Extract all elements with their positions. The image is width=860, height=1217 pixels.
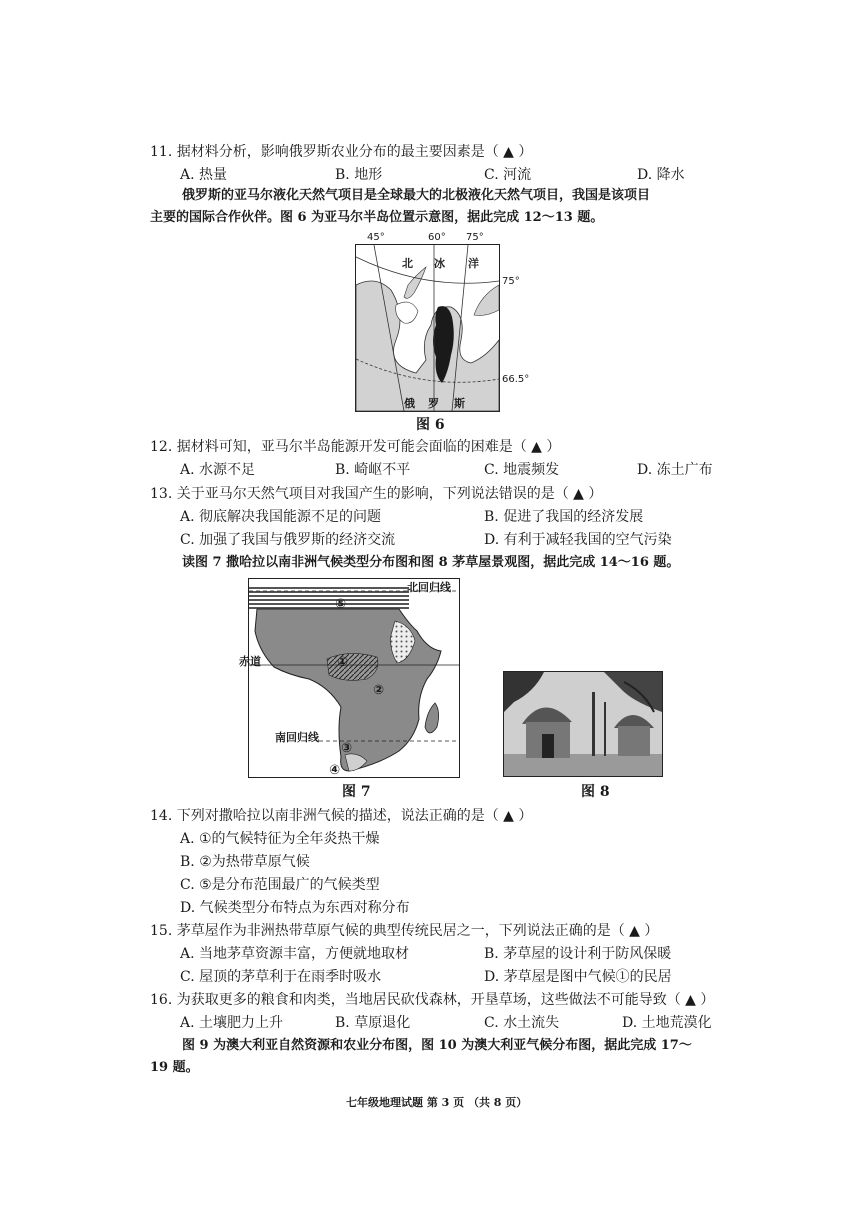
q13-stem: 13. 关于亚马尔天然气项目对我国产生的影响，下列说法错误的是（ ▲ ） xyxy=(150,486,603,502)
q12-option-a: A. 水源不足 xyxy=(180,462,256,478)
q13-option-d: D. 有利于减轻我国的空气污染 xyxy=(484,532,672,548)
fig7-marker-5: ⑤ xyxy=(335,597,347,612)
intro-12-13-line1: 俄罗斯的亚马尔液化天然气项目是全球最大的北极液化天然气项目，我国是该项目 xyxy=(182,188,651,203)
q11-option-c: C. 河流 xyxy=(484,167,532,183)
q15-option-d: D. 茅草屋是图中气候①的民居 xyxy=(484,969,672,985)
fig7-marker-2: ② xyxy=(373,683,385,698)
fig6-ocean-char1: 北 xyxy=(402,257,413,270)
q13-option-a: A. 彻底解决我国能源不足的问题 xyxy=(180,509,382,525)
q16-stem: 16. 为获取更多的粮食和肉类，当地居民砍伐森林，开垦草场，这些做法不可能导致（ ▲ ） xyxy=(150,992,715,1008)
fig6-ocean-char2: 冰 xyxy=(434,257,445,270)
fig6-country-char3: 斯 xyxy=(454,397,465,410)
fig6-country-char2: 罗 xyxy=(428,397,439,410)
q12-option-d: D. 冻土广布 xyxy=(637,462,713,478)
fig7-caption: 图 7 xyxy=(342,784,371,800)
fig7-madagascar xyxy=(425,703,439,733)
q16-option-c: C. 水土流失 xyxy=(484,1015,560,1031)
fig8-caption: 图 8 xyxy=(581,784,610,800)
fig8-svg xyxy=(504,672,662,776)
q15-option-a: A. 当地茅草资源丰富，方便就地取材 xyxy=(180,946,410,962)
fig6-landmass xyxy=(356,281,499,411)
fig7-equator-label: 赤道 xyxy=(239,655,261,668)
q14-option-d: D. 气候类型分布特点为东西对称分布 xyxy=(180,900,410,916)
q16-option-d: D. 土地荒漠化 xyxy=(622,1015,712,1031)
fig6-lon-75: 75° xyxy=(466,232,484,243)
q14-option-b: B. ②为热带草原气候 xyxy=(180,854,310,870)
q11-option-b: B. 地形 xyxy=(335,167,383,183)
fig7-tropic-s-label: 南回归线 xyxy=(275,731,319,744)
fig7-marker-4: ④ xyxy=(329,763,341,778)
fig6-country-char1: 俄 xyxy=(404,397,415,410)
q15-option-b: B. 茅草屋的设计利于防风保暖 xyxy=(484,946,672,962)
page-footer: 七年级地理试题 第 3 页 （共 8 页） xyxy=(346,1096,528,1109)
fig7-marker-3: ③ xyxy=(341,741,353,756)
fig7-svg xyxy=(249,579,459,777)
q15-stem: 15. 茅草屋作为非洲热带草原气候的典型传统民居之一，下列说法正确的是（ ▲ ） xyxy=(150,923,659,939)
fig6-lon-60: 60° xyxy=(428,232,446,243)
q15-option-c: C. 屋顶的茅草利于在雨季时吸水 xyxy=(180,969,382,985)
fig7-marker-1: ① xyxy=(337,655,349,670)
fig7-region-1 xyxy=(327,653,378,680)
q12-option-b: B. 崎岖不平 xyxy=(335,462,411,478)
q11-option-d: D. 降水 xyxy=(637,167,685,183)
fig7-sahara-region xyxy=(249,585,409,609)
q16-option-a: A. 土壤肥力上升 xyxy=(180,1015,284,1031)
fig6-caption: 图 6 xyxy=(416,417,445,433)
fig8-photo xyxy=(503,671,663,777)
fig7-tropic-n-label: 北回归线 xyxy=(407,581,451,594)
intro-12-13-line2: 主要的国际合作伙伴。图 6 为亚马尔半岛位置示意图，据此完成 12～13 题。 xyxy=(150,210,604,225)
fig7-frame xyxy=(239,578,460,778)
q14-stem: 14. 下列对撒哈拉以南非洲气候的描述，说法正确的是（ ▲ ） xyxy=(150,808,533,824)
q16-option-b: B. 草原退化 xyxy=(335,1015,411,1031)
fig6-frame xyxy=(355,244,500,412)
q12-option-c: C. 地震频发 xyxy=(484,462,560,478)
intro-14-16: 读图 7 撒哈拉以南非洲气候类型分布图和图 8 茅草屋景观图，据此完成 14～16 题。 xyxy=(182,555,680,570)
q13-option-c: C. 加强了我国与俄罗斯的经济交流 xyxy=(180,532,396,548)
fig6-lat-75: 75° xyxy=(502,276,520,287)
q12-stem: 12. 据材料可知，亚马尔半岛能源开发可能会面临的困难是（ ▲ ） xyxy=(150,439,561,455)
fig6-ocean-char3: 洋 xyxy=(468,257,479,270)
q14-option-c: C. ⑤是分布范围最广的气候类型 xyxy=(180,877,380,893)
q13-option-b: B. 促进了我国的经济发展 xyxy=(484,509,644,525)
intro-17-19-line1: 图 9 为澳大利亚自然资源和农业分布图，图 10 为澳大利亚气候分布图，据此完成 17～ xyxy=(182,1038,692,1053)
fig6-lon-45: 45° xyxy=(367,232,385,243)
fig6-lat-66: 66.5° xyxy=(502,374,530,385)
q11-stem: 11. 据材料分析，影响俄罗斯农业分布的最主要因素是（ ▲ ） xyxy=(150,144,533,160)
q14-option-a: A. ①的气候特征为全年炎热干燥 xyxy=(180,831,380,847)
intro-17-19-line2: 19 题。 xyxy=(150,1060,199,1075)
q11-option-a: A. 热量 xyxy=(180,167,228,183)
